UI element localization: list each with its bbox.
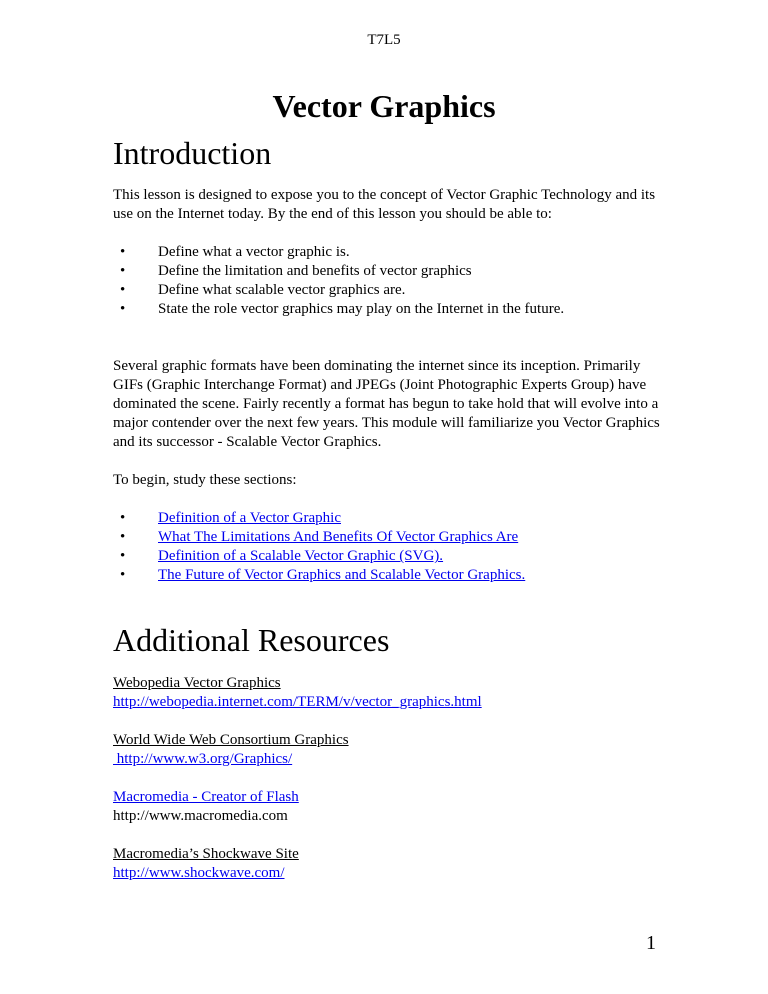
objectives-list xyxy=(113,243,673,319)
section-link-limitations-benefits[interactable]: What The Limitations And Benefits Of Vector Graphics Are xyxy=(158,529,519,546)
objective-item: • Define the limitation and benefits of vector graphics xyxy=(113,262,673,281)
document-body xyxy=(113,134,673,902)
sections-list xyxy=(113,509,673,585)
section-link-future[interactable]: The Future of Vector Graphics and Scalable Vector Graphics. xyxy=(158,567,526,584)
objective-item: • Define what a vector graphic is. xyxy=(113,243,673,262)
resource-link[interactable]: http://www.shockwave.com/ xyxy=(113,864,285,881)
objective-item: • State the role vector graphics may play on the Internet in the future. xyxy=(113,300,673,319)
document-title: Vector Graphics xyxy=(272,88,496,124)
page-header: T7L5 xyxy=(367,32,401,48)
begin-paragraph: To begin, study these sections: xyxy=(113,472,297,489)
resource-webopedia xyxy=(113,674,673,712)
section-item xyxy=(113,566,673,585)
section-item xyxy=(113,547,673,566)
introduction-heading: Introduction xyxy=(113,135,272,171)
resource-link[interactable]: http://www.w3.org/Graphics/ xyxy=(113,750,293,767)
resource-shockwave xyxy=(113,845,673,883)
resource-w3c xyxy=(113,731,673,769)
resource-title: Macromedia’s Shockwave Site xyxy=(113,845,299,862)
resource-macromedia xyxy=(113,788,673,826)
section-link-vector-graphic[interactable]: Definition of a Vector Graphic xyxy=(158,510,341,527)
resource-link[interactable]: http://webopedia.internet.com/TERM/v/vector_graphics.html xyxy=(113,693,482,710)
resource-title: Webopedia Vector Graphics xyxy=(113,674,281,691)
resource-title: World Wide Web Consortium Graphics xyxy=(113,731,349,748)
section-link-svg[interactable]: Definition of a Scalable Vector Graphic (SVG). xyxy=(158,548,444,565)
intro-paragraph: This lesson is designed to expose you to the concept of Vector Graphic Technology and its use on the Internet today. By the end of this lesson you should be able to: xyxy=(113,187,656,223)
section-item xyxy=(113,509,673,528)
formats-paragraph: Several graphic formats have been dominating the internet since its inception. Primarily GIFs (Graphic Interchange Format) and JPEGs (Joint Photographic Experts Group) have dominated the scene. Fairly recently a format has begun to take hold that will evolve into a major contender over the next few years. This module will familiarize you Vector Graphics and its successor - Scalable Vector Graphics. xyxy=(113,358,660,451)
page-number: 1 xyxy=(646,932,656,954)
resource-url-text: http://www.macromedia.com xyxy=(113,807,288,824)
resources-heading: Additional Resources xyxy=(113,622,390,659)
objective-item: • Define what scalable vector graphics are. xyxy=(113,281,673,300)
resource-title-link[interactable]: Macromedia - Creator of Flash xyxy=(113,788,299,805)
section-item xyxy=(113,528,673,547)
